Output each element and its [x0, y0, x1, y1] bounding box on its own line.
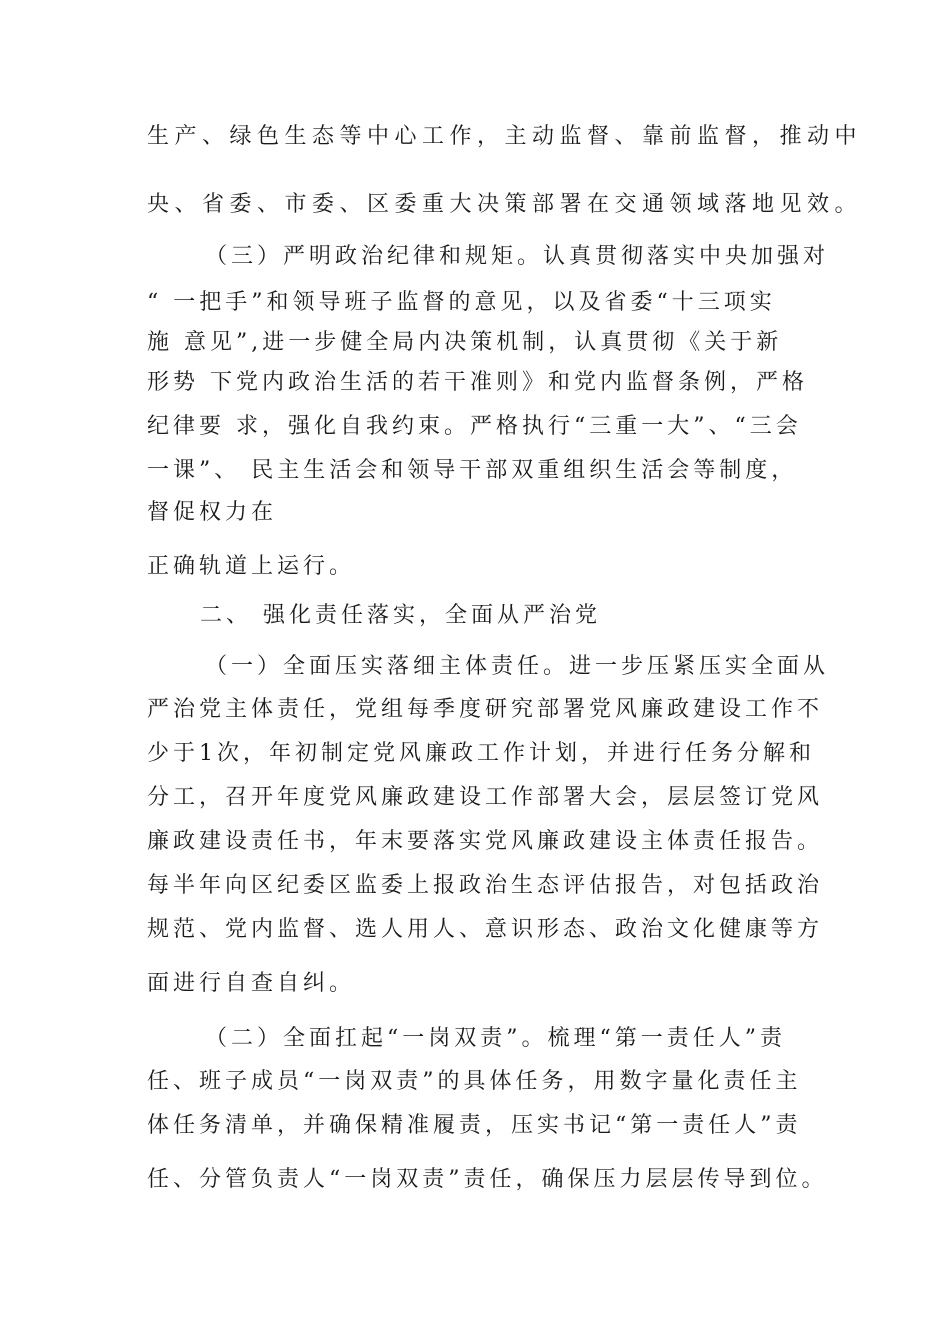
section-heading-1b: （二）全面扛起“一岗双责”。梳理“第一责任人”责 — [205, 1026, 786, 1051]
text-line: 正确轨道上运行。 — [147, 554, 356, 579]
section-heading-3: （三）严明政治纪律和规矩。认真贯彻落实中央加强对 — [205, 244, 830, 269]
text-line: 一课”、 民主生活会和领导干部双重组织生活会等制度， — [147, 458, 798, 483]
section-heading-2: 二、 强化责任落实，全面从严治党 — [200, 603, 601, 628]
text-line: 廉政建设责任书，年末要落实党风廉政建设主体责任报告。 — [147, 829, 824, 854]
text-line: 任、分管负责人“一岗双责”责任，确保压力层层传导到位。 — [147, 1167, 828, 1192]
text-line: 纪律要 求，强化自我约束。严格执行“三重一大”、“三会 — [147, 414, 802, 439]
text-line: 分工，召开年度党风廉政建设工作部署大会，层层签订党风 — [147, 785, 824, 810]
text-line: “ 一把手”和领导班子监督的意见，以及省委“十三项实 — [147, 290, 776, 315]
text-line: 督促权力在 — [147, 500, 278, 525]
text-line: 形势 下党内政治生活的若干准则》和党内监督条例，严格 — [147, 370, 808, 395]
text-line: 施 意见”,进一步健全局内决策机制，认真贯彻《关于新 — [147, 330, 783, 355]
text-line: 体任务清单，并确保精准履责，压实书记“第一责任人”责 — [147, 1113, 802, 1138]
text-line: 面进行自查自纠。 — [147, 971, 356, 996]
section-heading-1: （一）全面压实落细主体责任。进一步压紧压实全面从 — [205, 654, 830, 679]
text-line: 生产、绿色生态等中心工作，主动监督、靠前监督，推动中 — [147, 124, 863, 149]
text-line: 任、班子成员“一岗双责”的具体任务，用数字量化责任主 — [147, 1069, 802, 1094]
text-line: 央、省委、市委、区委重大决策部署在交通领域落地见效。 — [147, 192, 863, 217]
text-line: 少于1次，年初制定党风廉政工作计划，并进行任务分解和 — [147, 741, 815, 766]
text-line: 规范、党内监督、选人用人、意识形态、政治文化健康等方 — [147, 917, 824, 942]
text-line: 严治党主体责任，党组每季度研究部署党风廉政建设工作不 — [147, 697, 824, 722]
text-line: 每半年向区纪委区监委上报政治生态评估报告，对包括政治 — [147, 873, 824, 898]
